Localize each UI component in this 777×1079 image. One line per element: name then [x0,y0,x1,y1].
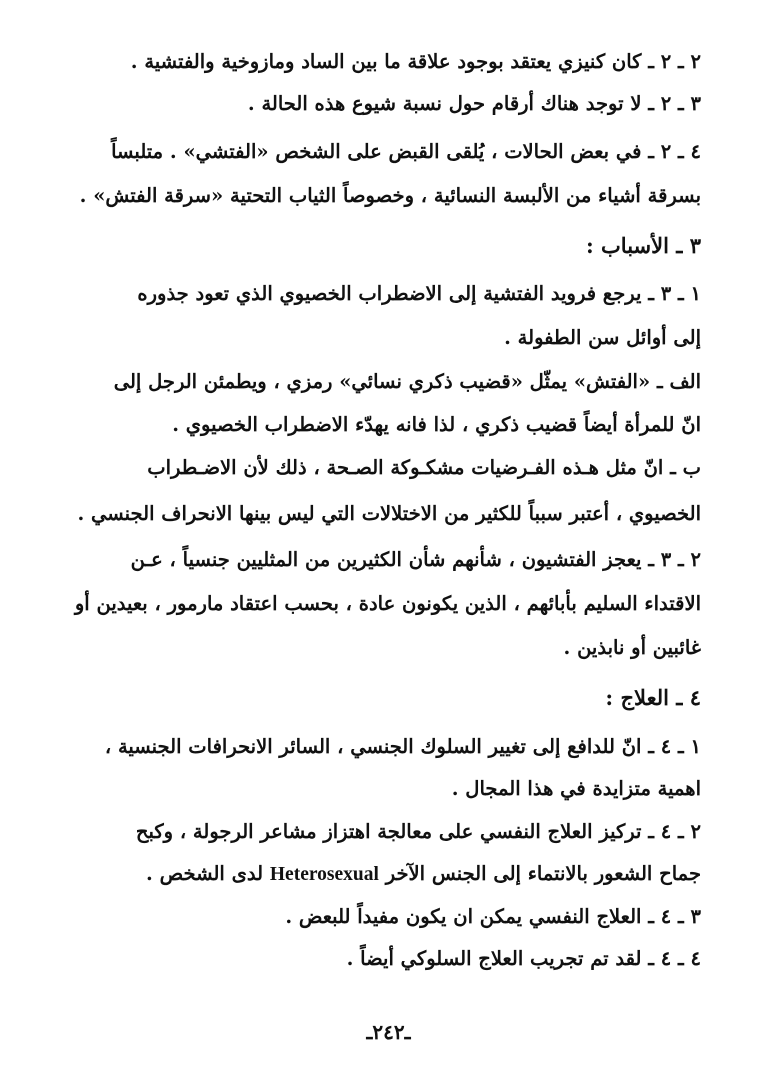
section-heading-treatment: ٤ ـ العلاج : [605,685,701,710]
text-line: ٣ ـ ٤ ـ العلاج النفسي يمكن ان يكون مفيداً للبعض . [285,905,701,928]
text-line: ب ـ انّ مثل هـذه الفـرضيات مشكـوكة الصـحة ، ذلك لأن الاضـطراب [147,456,701,479]
text-line: ١ ـ ٤ ـ انّ للدافع إلى تغيير السلوك الجنسي ، السائر الانحرافات الجنسية ، [104,735,701,758]
text-line: انّ للمرأة أيضاً قضيب ذكري ، لذا فانه يهدّء الاضطراب الخصيوي . [172,413,701,436]
text-line: ٢ ـ ٤ ـ تركيز العلاج النفسي على معالجة اهتزاز مشاعر الرجولة ، وكبح [135,820,701,843]
text-line: ٤ ـ ٢ ـ في بعض الحالات ، يُلقى القبض على الشخص «الفتشي» . متلبساً [111,140,701,163]
text-line: ٢ ـ ٣ ـ يعجز الفتشيون ، شأنهم شأن الكثيرين من المثليين جنسياً ، عـن [130,548,701,571]
text-line: الاقتداء السليم بأبائهم ، الذين يكونون عادة ، بحسب اعتقاد مارمور ، بعيدين أو [74,592,701,615]
text-line: اهمية متزايدة في هذا المجال . [451,777,701,800]
section-heading-causes: ٣ ـ الأسباب : [585,233,701,258]
text-line: ٢ ـ ٢ ـ كان كنيزي يعتقد بوجود علاقة ما بين الساد ومازوخية والفتشية . [130,50,701,73]
text-line: غائبين أو نابذين . [563,636,701,659]
latin-term: Heterosexual [269,864,379,885]
page-number: ـ٢٤٢ـ [366,1020,411,1044]
text-line: بسرقة أشياء من الألبسة النسائية ، وخصوصاً الثياب التحتية «سرقة الفتش» . [79,184,701,207]
text-segment: لدى الشخص . [146,862,264,885]
text-line-mixed [146,860,701,889]
text-line: ٤ ـ ٤ ـ لقد تم تجريب العلاج السلوكي أيضاً . [346,947,701,970]
text-segment: جماح الشعور بالانتماء إلى الجنس الآخر [385,862,701,885]
text-line: إلى أوائل سن الطفولة . [504,326,701,349]
text-line: الف ـ «الفتش» يمثّل «قضيب ذكري نسائي» رمزي ، ويطمئن الرجل إلى [113,370,701,393]
text-line: الخصيوي ، أعتبر سبباً للكثير من الاختلالات التي ليس بينها الانحراف الجنسي . [77,502,701,525]
text-line: ١ ـ ٣ ـ يرجع فرويد الفتشية إلى الاضطراب الخصيوي الذي تعود جذوره [137,282,701,305]
text-line: ٣ ـ ٢ ـ لا توجد هناك أرقام حول نسبة شيوع هذه الحالة . [247,92,701,115]
